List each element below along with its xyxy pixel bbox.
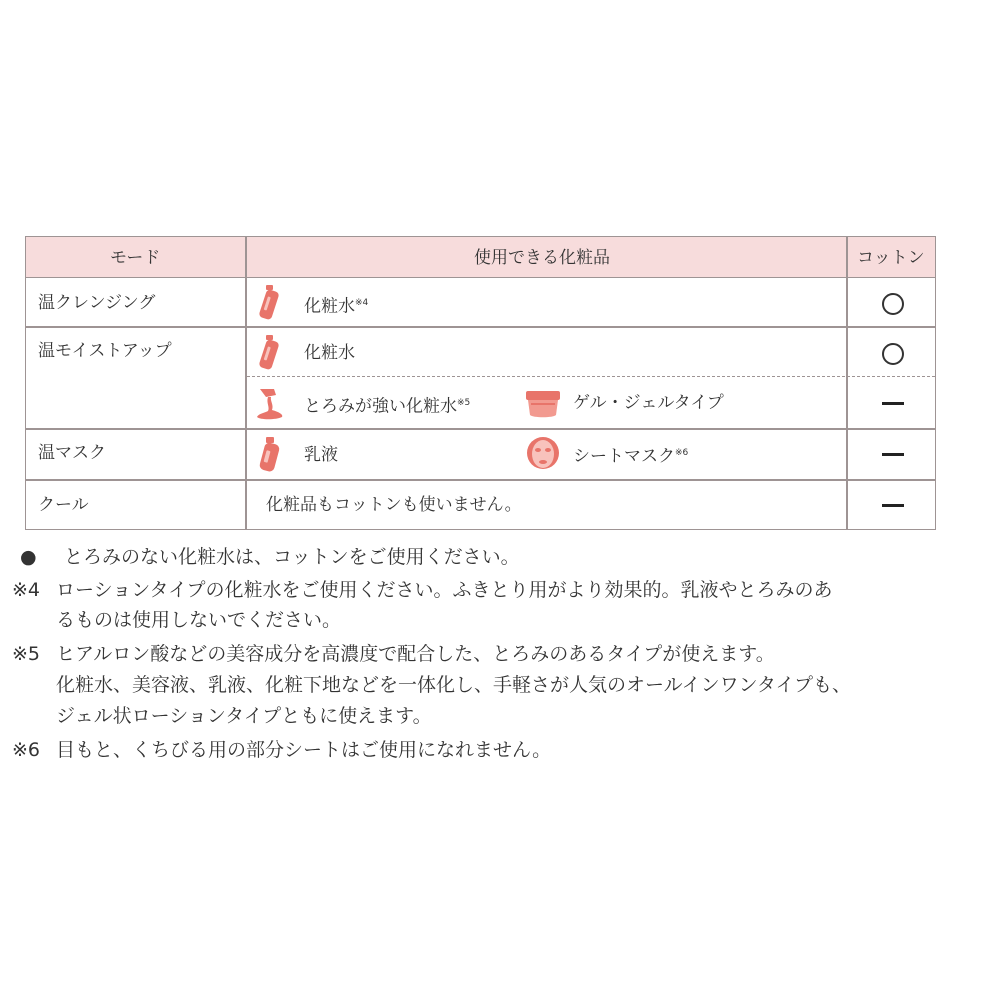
note-text: ヒアルロン酸などの美容成分を高濃度で配合した、とろみのあるタイプが使えます。 (56, 643, 775, 665)
row-divider (26, 326, 935, 328)
cotton-ok-mark (882, 293, 904, 315)
note-mark: ※6 (12, 739, 41, 761)
cotton-not-needed-mark (882, 504, 904, 507)
header-cosmetics: 使用できる化粧品 (474, 248, 610, 268)
note-text: ローションタイプの化粧水をご使用ください。ふきとり用がより効果的。乳液やとろみのあ (56, 579, 833, 601)
note-text: 目もと、くちびる用の部分シートはご使用になれません。 (56, 739, 552, 761)
note-mark: ※5 (12, 643, 41, 665)
mode-warm-cleansing: 温クレンジング (38, 293, 156, 313)
row-dashed-divider (247, 376, 935, 377)
column-divider (245, 237, 247, 529)
note-text: るものは使用しないでください。 (56, 609, 342, 631)
cosmetics-mode-table (25, 236, 936, 530)
item-label: 化粧水$^{※4}$ (304, 296, 369, 317)
item-label: 化粧水 (304, 343, 355, 363)
row-divider (26, 479, 935, 481)
mode-cool: クール (38, 495, 89, 515)
note-mark: ※4 (12, 579, 41, 601)
column-divider (846, 237, 848, 529)
header-cotton: コットン (857, 248, 925, 268)
cotton-not-needed-mark (882, 402, 904, 405)
mode-warm-moist-up: 温モイストアップ (38, 341, 172, 361)
item-label: シートマスク$^{※6}$ (573, 446, 689, 467)
item-label: 化粧品もコットンも使いません。 (266, 495, 522, 515)
lotion-bottle-icon (254, 333, 288, 371)
header-mode: モード (110, 248, 161, 268)
sheet-mask-icon (526, 434, 560, 472)
mode-warm-mask: 温マスク (38, 443, 106, 463)
note-bullet: ● (20, 546, 37, 568)
row-divider (26, 428, 935, 430)
cotton-ok-mark (882, 343, 904, 365)
item-label: ゲル・ジェルタイプ (573, 393, 724, 413)
note-text: 化粧水、美容液、乳液、化粧下地などを一体化し、手軽さが人気のオールインワンタイプも、 (56, 674, 851, 696)
thick-lotion-drip-icon (254, 383, 288, 421)
item-label: 乳液 (304, 445, 338, 465)
note-text: とろみのない化粧水は、コットンをご使用ください。 (64, 546, 520, 568)
note-text: ジェル状ローションタイプともに使えます。 (56, 705, 432, 727)
gel-jar-icon (523, 383, 563, 421)
cotton-not-needed-mark (882, 453, 904, 456)
item-label: とろみが強い化粧水$^{※5}$ (304, 396, 471, 417)
milk-lotion-bottle-icon (254, 435, 288, 473)
lotion-bottle-icon (254, 283, 288, 321)
